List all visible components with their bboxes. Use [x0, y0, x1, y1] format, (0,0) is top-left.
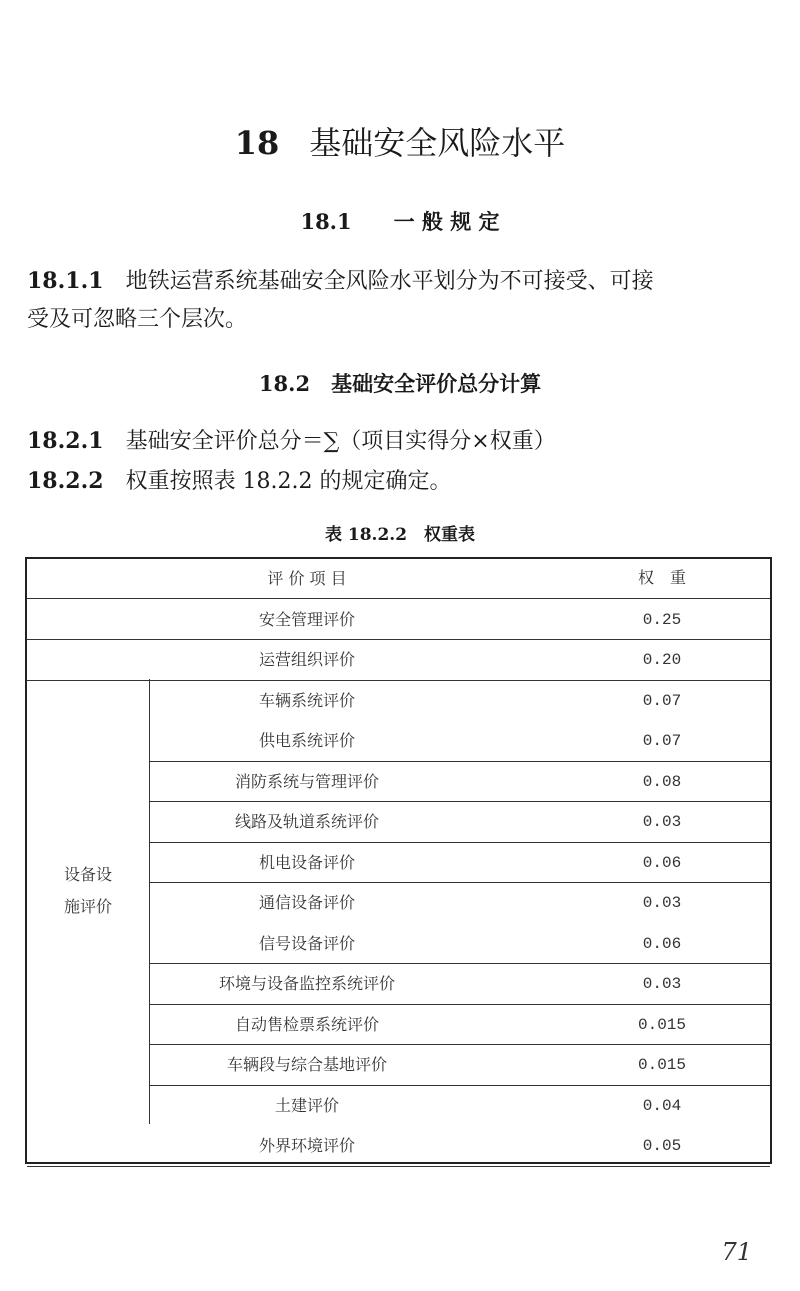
table-caption: 表 18.2.2 权重表: [324, 525, 476, 545]
table-cell-item: 自动售检票系统评价: [234, 1015, 379, 1034]
chapter-heading: [0, 118, 800, 164]
table-cell-item: 线路及轨道系统评价: [234, 812, 379, 831]
clause-18-2-1: [27, 422, 556, 461]
weight-table: [25, 557, 772, 1164]
table-cell-item: 通信设备评价: [258, 893, 355, 912]
page-number: 71: [721, 1238, 752, 1266]
table-cell-item: 供电系统评价: [258, 731, 355, 750]
clause-text: 基础安全评价总分＝∑（项目实得分×权重）: [125, 429, 556, 454]
section-title: 基础安全评价总分计算: [331, 371, 542, 396]
row-divider: [27, 1166, 770, 1167]
header-weight: 权 重: [637, 570, 686, 588]
table-cell-weight: 0.07: [642, 732, 682, 750]
table-cell-item: 信号设备评价: [258, 934, 355, 953]
group-label: [27, 859, 149, 929]
section-number: 18.1: [300, 209, 352, 234]
table-cell-item: 消防系统与管理评价: [234, 772, 379, 791]
header-item: 评 价 项 目: [267, 569, 347, 588]
clause-text: 地铁运营系统基础安全风险水平划分为不可接受、可接: [125, 269, 654, 294]
clause-number: 18.2.2: [27, 468, 104, 494]
table-cell-item: 外界环境评价: [258, 1136, 355, 1155]
section-heading-18-2: [0, 368, 800, 398]
table-cell-weight: 0.03: [642, 894, 682, 912]
table-cell-weight: 0.03: [642, 975, 682, 993]
clause-18-2-2: [27, 462, 452, 501]
row-divider: [27, 598, 770, 599]
chapter-title: 基础安全风险水平: [309, 124, 566, 162]
table-cell-weight: 0.08: [642, 773, 682, 791]
table-cell-item: 环境与设备监控系统评价: [218, 974, 395, 993]
table-cell-weight: 0.03: [642, 813, 682, 831]
table-cell-weight: 0.04: [642, 1097, 682, 1115]
section-number: 18.2: [258, 371, 311, 396]
section-heading-18-1: [0, 206, 800, 236]
clause-text: 权重按照表 18.2.2 的规定确定。: [125, 469, 452, 494]
table-cell-item: 车辆段与综合基地评价: [226, 1055, 387, 1074]
chapter-number: 18: [234, 124, 280, 162]
table-cell-item: 安全管理评价: [258, 610, 355, 629]
section-title: 一 般 规 定: [393, 209, 500, 234]
group-label-line: 施评价: [63, 897, 112, 916]
table-cell-weight: 0.25: [642, 611, 682, 629]
table-cell-weight: 0.20: [642, 651, 682, 669]
table-cell-weight: 0.015: [637, 1016, 686, 1034]
table-cell-weight: 0.06: [642, 854, 682, 872]
table-cell-item: 运营组织评价: [258, 650, 355, 669]
clause-number: 18.1.1: [27, 268, 104, 294]
clause-18-1-1: [27, 262, 654, 339]
clause-number: 18.2.1: [27, 428, 104, 454]
table-cell-weight: 0.015: [637, 1056, 686, 1074]
clause-text: 受及可忽略三个层次。: [27, 307, 248, 332]
table-cell-item: 机电设备评价: [258, 853, 355, 872]
table-cell-weight: 0.06: [642, 935, 682, 953]
table-cell-item: 车辆系统评价: [258, 691, 355, 710]
table-cell-weight: 0.05: [642, 1137, 682, 1155]
table-cell-weight: 0.07: [642, 692, 682, 710]
group-label-line: 设备设: [63, 865, 112, 884]
table-cell-item: 土建评价: [274, 1096, 339, 1115]
